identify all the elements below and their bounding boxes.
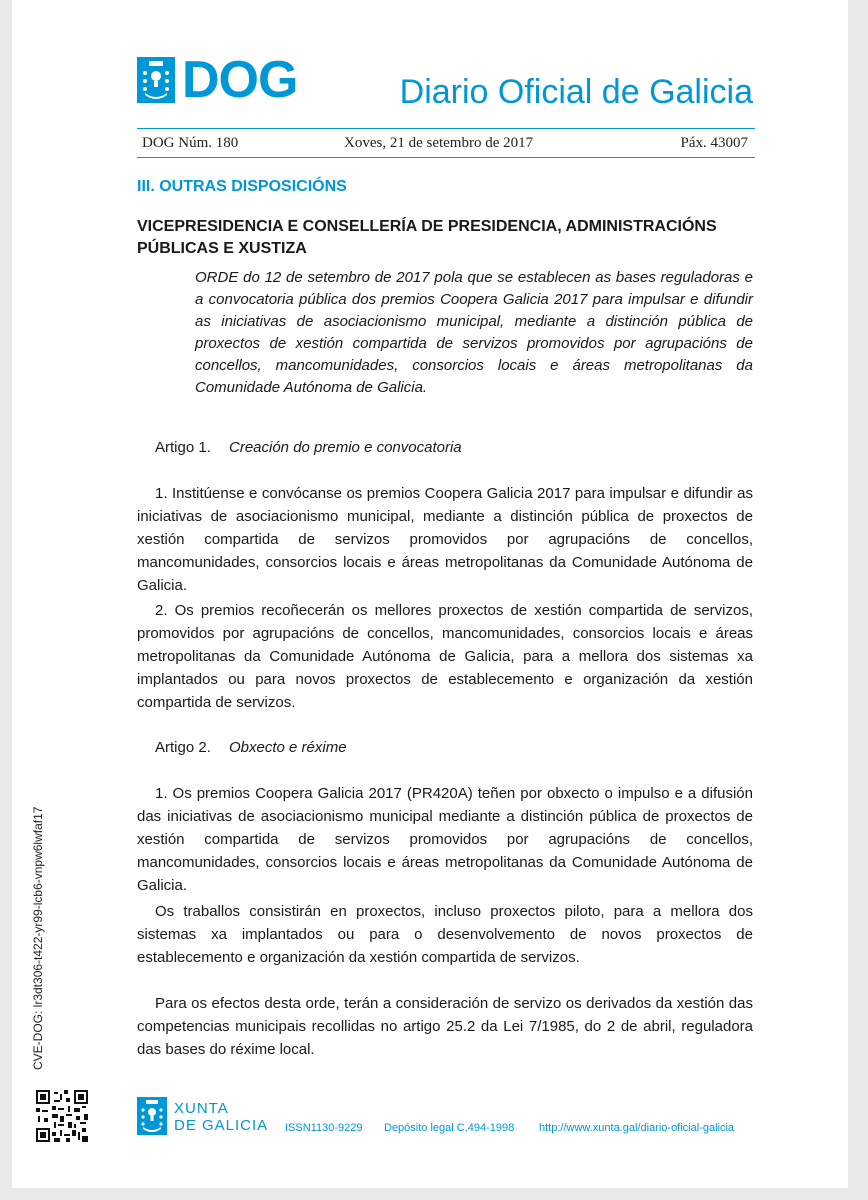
issue-header xyxy=(142,135,748,155)
footer-url-link[interactable]: http://www.xunta.gal/diario-oficial-galicia xyxy=(539,1122,735,1134)
galicia-coat-of-arms-icon xyxy=(137,57,175,103)
verification-code: CVE-DOG: lr3dt306-t422-yr99-lcb6-vnpw6lwfaf17 xyxy=(31,806,45,1070)
article-2-number: Artigo 2. xyxy=(155,739,211,756)
xunta-de-galicia-logo xyxy=(174,1100,268,1134)
article-2-title: Obxecto e réxime xyxy=(229,739,347,756)
header-rule-top xyxy=(137,128,755,129)
qr-code-icon xyxy=(36,1090,88,1142)
footer-deposito-legal: Depósito legal C.494-1998 xyxy=(384,1122,515,1134)
article-2-paragraph-2: Os traballos consistirán en proxectos, incluso proxectos piloto, para a mellora dos sistemas xa implantados ou para o desenvolvemento de novos proxectos de establecemento e organización da xestión compartida de servizos. xyxy=(137,903,753,966)
order-summary: ORDE do 12 de setembro de 2017 pola que se establecen as bases reguladoras e a convocatoria pública dos premios Coopera Galicia 2017 para impulsar e difundir as iniciativas de asociacionismo municipal, mediante a distinción pública de proxectos de xestión compartida de servizos promovidos por agrupacións de concellos, mancomunidades, consorcios locais e áreas metropolitanas da Comunidade Autónoma de Galicia. xyxy=(195,269,753,396)
xunta-line-2: DE GALICIA xyxy=(174,1117,269,1134)
article-1-paragraph-2: 2. Os premios recoñecerán os mellores proxectos de xestión compartida de servizos, promovidos por agrupacións de concellos, mancomunidades, consorcios locais e áreas metropolitanas da Comunidade Autónoma de Galicia, para a mellora dos sistemas xa implantados ou para novos proxectos de establecemento e organización da xestión compartida de servizos. xyxy=(137,602,753,711)
article-1-number: Artigo 1. xyxy=(155,439,211,456)
article-2-heading xyxy=(155,739,347,756)
issue-date: Xoves, 21 de setembro de 2017 xyxy=(344,135,534,151)
footer-issn: ISSN1130-9229 xyxy=(285,1122,363,1134)
header-rule-bottom xyxy=(137,157,755,158)
article-2-paragraph-1: 1. Os premios Coopera Galicia 2017 (PR420A) teñen por obxecto o impulso e a difusión das iniciativas de asociacionismo municipal mediante a distinción pública de proxectos de xestión compartida de servizos promovidos por agrupacións de concellos, mancomunidades, consorcios locais e áreas metropolitanas da Comunidade Autónoma de Galicia. xyxy=(137,785,753,894)
xunta-coat-of-arms-icon xyxy=(137,1097,167,1135)
section-title: III. OUTRAS DISPOSICIÓNS xyxy=(137,178,347,195)
article-1-heading xyxy=(155,439,462,456)
page-number: Páx. 43007 xyxy=(680,135,748,151)
xunta-line-1: XUNTA xyxy=(174,1100,229,1117)
masthead-title: Diario Oficial de Galicia xyxy=(399,73,753,111)
article-2-paragraph-3: Para os efectos desta orde, terán a consideración de servizo os derivados da xestión das competencias municipais recollidas no artigo 25.2 da Lei 7/1985, do 2 de abril, reguladora das bases do réxime local. xyxy=(137,995,753,1058)
article-1-title: Creación do premio e convocatoria xyxy=(229,439,462,456)
dog-logo-text: DOG xyxy=(182,51,298,109)
article-1-paragraph-1: 1. Institúense e convócanse os premios Coopera Galicia 2017 para impulsar e difundir as iniciativas de asociacionismo municipal, mediante a distinción pública de proxectos de xestión compartida de servizos promovidos por agrupacións de concellos, mancomunidades, consorcios locais e áreas metropolitanas da Comunidade Autónoma de Galicia. xyxy=(137,485,753,594)
ministry-heading: VICEPRESIDENCIA E CONSELLERÍA DE PRESIDENCIA, ADMINISTRACIÓNS PÚBLICAS E XUSTIZA xyxy=(137,218,717,257)
issue-number: DOG Núm. 180 xyxy=(142,135,239,151)
document-page xyxy=(12,0,848,1188)
